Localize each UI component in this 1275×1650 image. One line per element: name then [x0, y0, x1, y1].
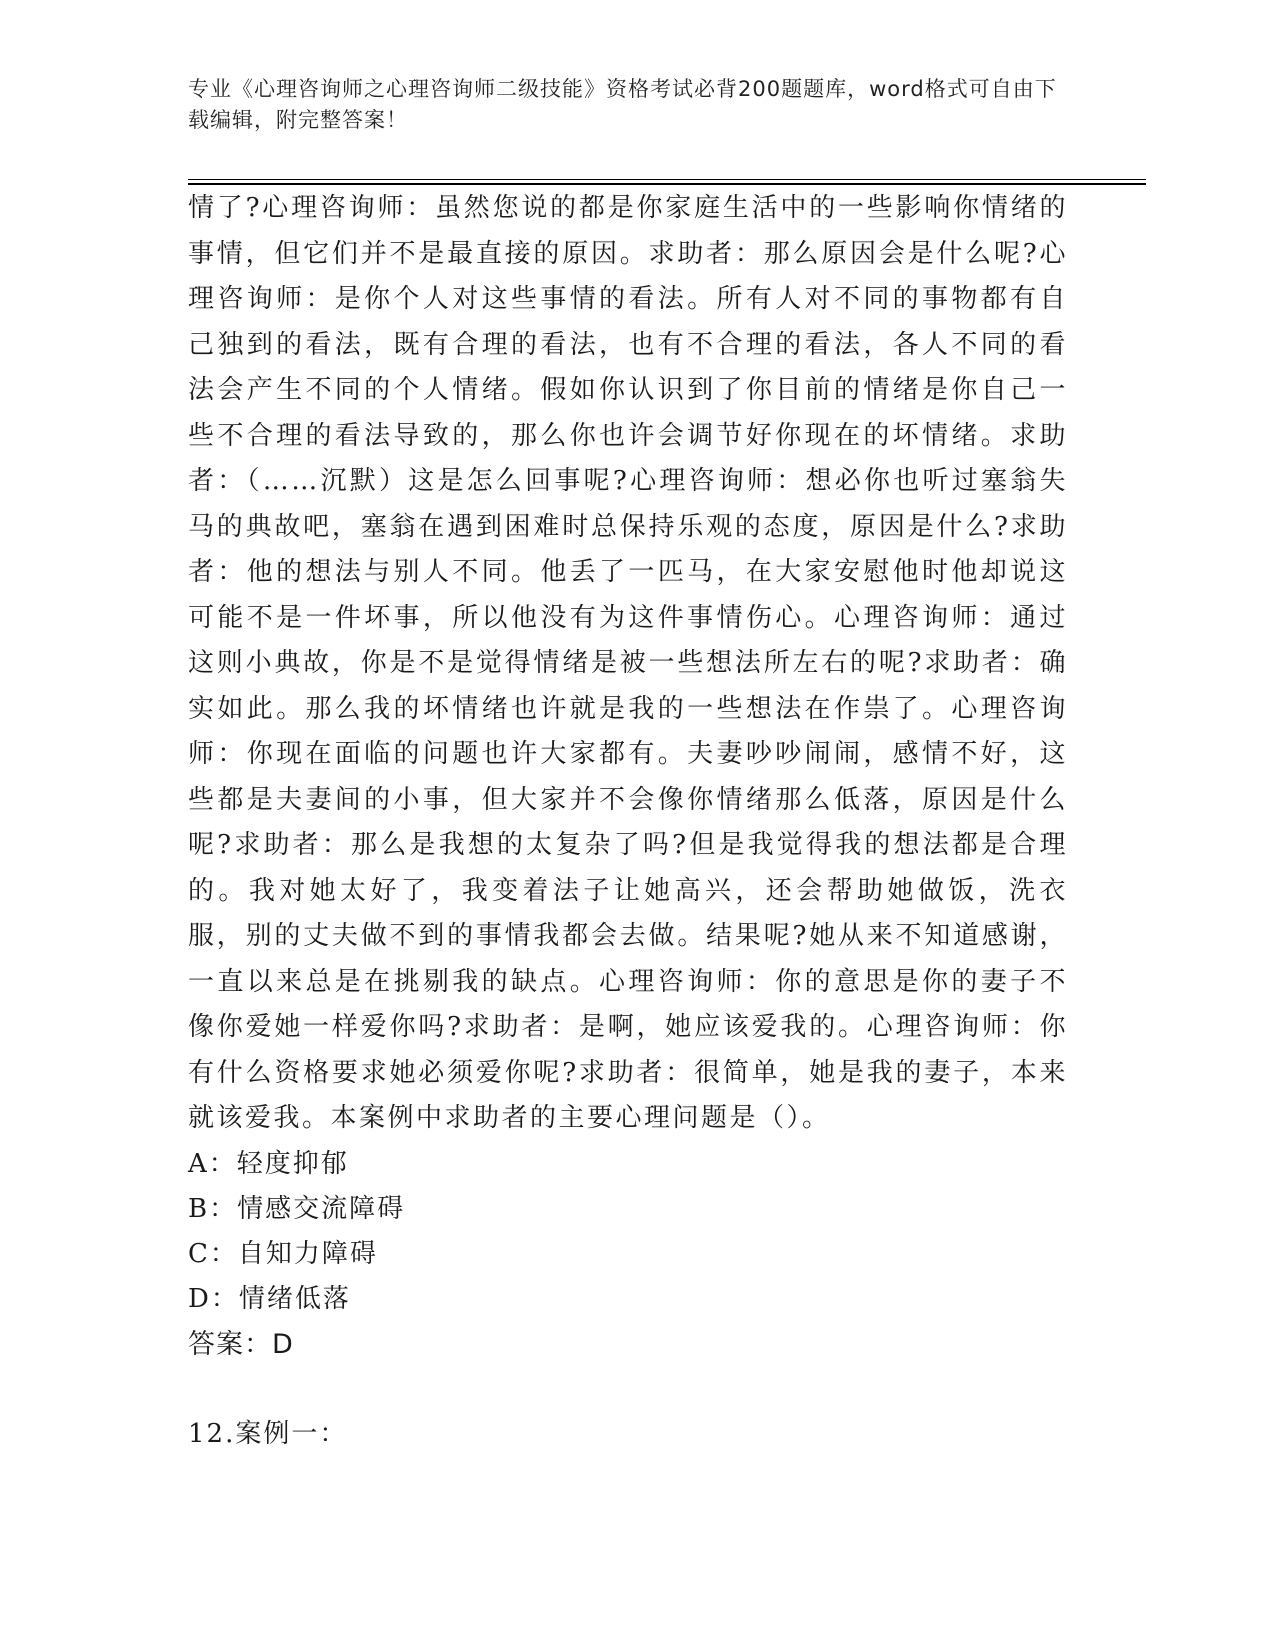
option-a: A：轻度抑郁	[188, 1148, 349, 1179]
header-divider-thick	[188, 183, 1146, 185]
question-stem: 情了?心理咨询师：虽然您说的都是你家庭生活中的一些影响你情绪的事情，但它们并不是最直接的原因。求助者：那么原因会是什么呢?心理咨询师：是你个人对这些事情的看法。所有人对不同的事物都有自己独到的看法，既有合理的看法，也有不合理的看法，各人不同的看法会产生不同的个人情绪。假如你认识到了你目前的情绪是你自己一些不合理的看法导致的，那么你也许会调节好你现在的坏情绪。求助者：（……沉默）这是怎么回事呢?心理咨询师：想必你也听过塞翁失马的典故吧，塞翁在遇到困难时总保持乐观的态度，原因是什么?求助者：他的想法与别人不同。他丢了一匹马，在大家安慰他时他却说这可能不是一件坏事，所以他没有为这件事情伤心。心理咨询师：通过这则小典故，你是不是觉得情绪是被一些想法所左右的呢?求助者：确实如此。那么我的坏情绪也许就是我的一些想法在作祟了。心理咨询师：你现在面临的问题也许大家都有。夫妻吵吵闹闹，感情不好，这些都是夫妻间的小事，但大家并不会像你情绪那么低落，原因是什么呢?求助者：那么是我想的太复杂了吗?但是我觉得我的想法都是合理的。我对她太好了，我变着法子让她高兴，还会帮助她做饭，洗衣服，别的丈夫做不到的事情我都会去做。结果呢?她从来不知道感谢，一直以来总是在挑剔我的缺点。心理咨询师：你的意思是你的妻子不像你爱她一样爱你吗?求助者：是啊，她应该爱我的。心理咨询师：你有什么资格要求她必须爱你呢?求助者：很简单，她是我的妻子，本来就该爱我。本案例中求助者的主要心理问题是（）。	[188, 193, 1068, 1133]
question-body	[188, 186, 1068, 1457]
header-divider-thin	[188, 179, 1146, 180]
next-question-heading: 12.案例一：	[188, 1418, 348, 1449]
document-header	[188, 74, 1068, 136]
option-b: B：情感交流障碍	[188, 1193, 406, 1224]
option-c: C：自知力障碍	[188, 1238, 378, 1269]
answer-line: 答案：D	[188, 1328, 294, 1360]
header-title: 专业《心理咨询师之心理咨询师二级技能》资格考试必背200题题库，word格式可自由下载编辑，附完整答案！	[188, 77, 1057, 132]
option-d: D：情绪低落	[188, 1283, 351, 1314]
